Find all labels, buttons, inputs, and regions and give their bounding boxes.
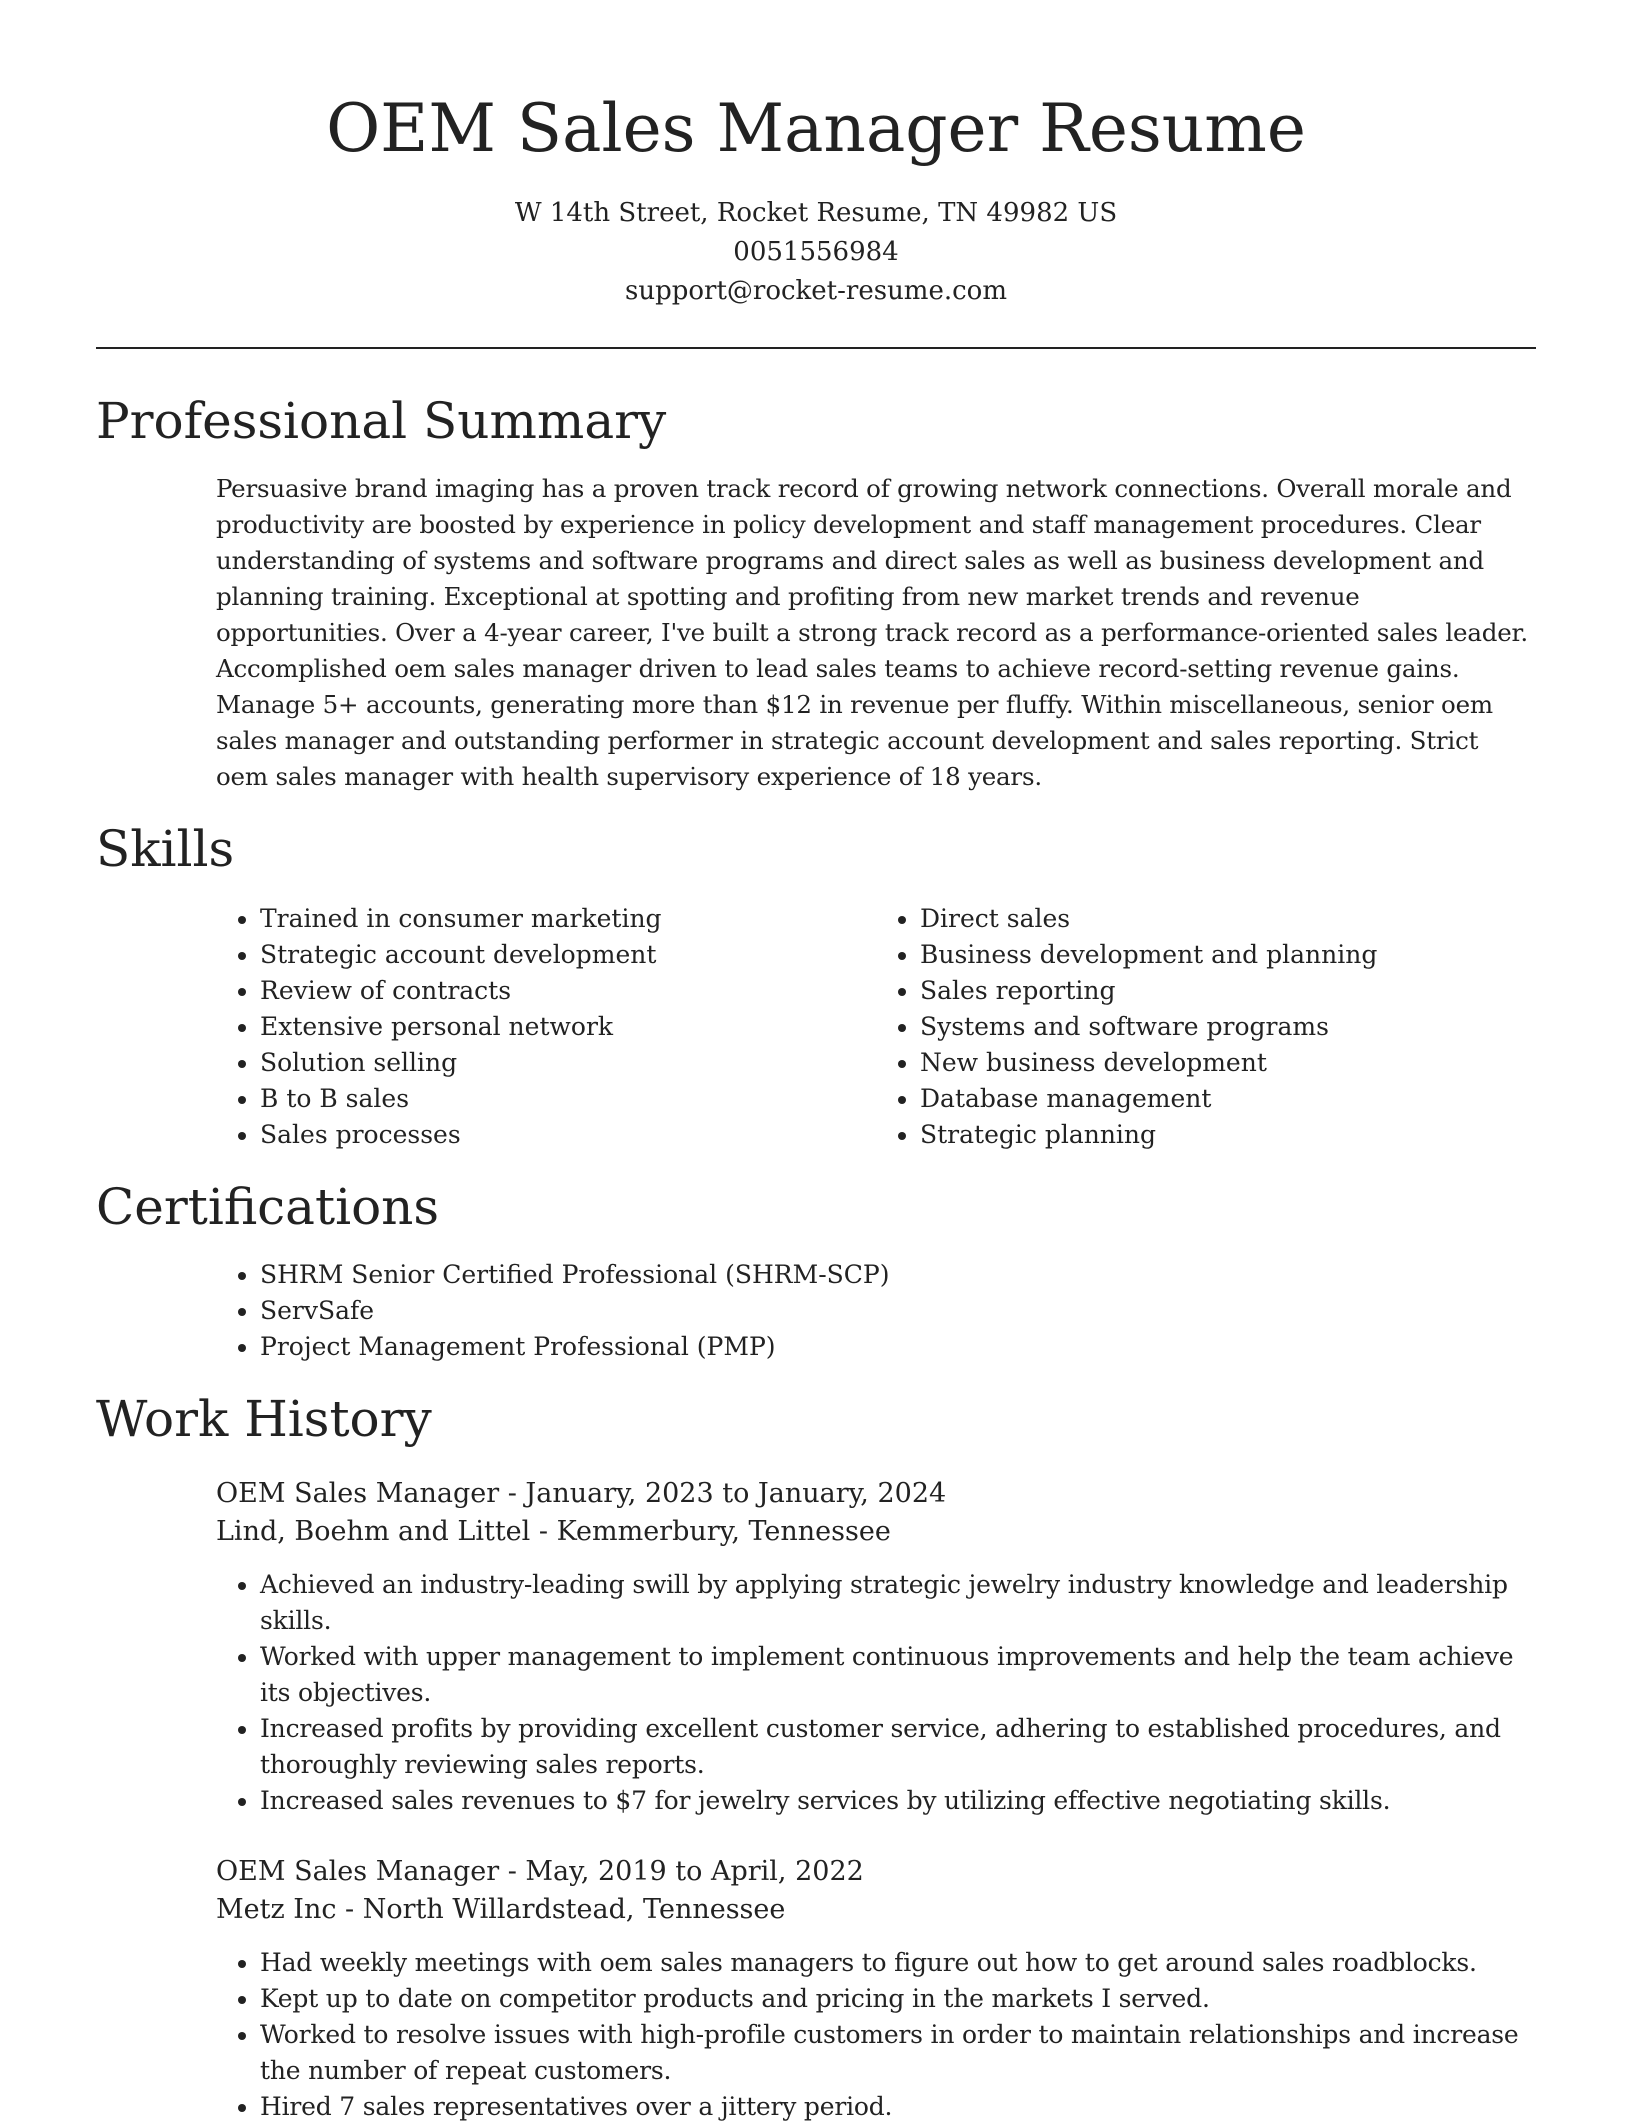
skill-item: • New business development	[920, 1045, 1536, 1081]
skill-item: • Direct sales	[920, 901, 1536, 937]
skills-column-left	[216, 901, 876, 1153]
skill-item: • Database management	[920, 1081, 1536, 1117]
certification-item: • SHRM Senior Certified Professional (SHRM-SCP)	[260, 1257, 1536, 1293]
summary-heading: Professional Summary	[96, 392, 667, 450]
resume-title: OEM Sales Manager Resume	[326, 90, 1306, 167]
work-history-heading: Work History	[96, 1390, 432, 1448]
skill-item: • Trained in consumer marketing	[260, 901, 876, 937]
skill-item: • Sales processes	[260, 1117, 876, 1153]
header-divider	[96, 347, 1536, 349]
job-company-line: Metz Inc - North Willardstead, Tennessee	[216, 1894, 786, 1925]
certifications-heading: Certifications	[96, 1178, 440, 1236]
skill-item: • Sales reporting	[920, 973, 1536, 1009]
skills-heading: Skills	[96, 820, 235, 878]
contact-block	[96, 194, 1536, 311]
skill-item: • Extensive personal network	[260, 1009, 876, 1045]
job-bullet: • Had weekly meetings with oem sales managers to figure out how to get around sales roadblocks.	[260, 1945, 1536, 1981]
skill-item: • Systems and software programs	[920, 1009, 1536, 1045]
certifications-items	[216, 1257, 1536, 1365]
contact-address: W 14th Street, Rocket Resume, TN 49982 US	[514, 198, 1118, 228]
job-bullet: • Increased profits by providing excellent customer service, adhering to established procedures, and thoroughly reviewing sales reports.	[260, 1711, 1536, 1783]
summary-text: Persuasive brand imaging has a proven track record of growing network connections. Overall morale and productivity are boosted by experience in policy development and staff management procedures. Clear understanding of systems and software programs and direct sales as well as business development and planning training. Exceptional at spotting and profiting from new market trends and revenue opportunities. Over a 4-year career, I've built a strong track record as a performance-oriented sales leader. Accomplished oem sales manager driven to lead sales teams to achieve record-setting revenue gains. Manage 5+ accounts, generating more than $12 in revenue per fluffy. Within miscellaneous, senior oem sales manager and outstanding performer in strategic account development and sales reporting. Strict oem sales manager with health supervisory experience of 18 years.	[216, 474, 1528, 791]
resume-header	[96, 0, 1536, 311]
contact-email: support@rocket-resume.com	[624, 276, 1007, 306]
job-bullet: • Increased sales revenues to $7 for jewelry services by utilizing effective negotiating skills.	[260, 1783, 1536, 1819]
job-bullet: • Achieved an industry-leading swill by applying strategic jewelry industry knowledge and leadership skills.	[260, 1567, 1536, 1639]
skill-item: • Business development and planning	[920, 937, 1536, 973]
job-bullet: • Worked to resolve issues with high-profile customers in order to maintain relationships and increase the number of repeat customers.	[260, 2017, 1536, 2089]
skill-item: • Review of contracts	[260, 973, 876, 1009]
job-bullet: • Hired 7 sales representatives over a jittery period.	[260, 2089, 1536, 2125]
skill-item: • Strategic account development	[260, 937, 876, 973]
skills-list	[216, 901, 1536, 1153]
job-entry	[216, 1475, 1536, 1819]
job-bullet: • Worked with upper management to implement continuous improvements and help the team achieve its objectives.	[260, 1639, 1536, 1711]
skills-column-right	[876, 901, 1536, 1153]
certification-item: • Project Management Professional (PMP)	[260, 1329, 1536, 1365]
skill-item: • Strategic planning	[920, 1117, 1536, 1153]
job-bullet: • Kept up to date on competitor products and pricing in the markets I served.	[260, 1981, 1536, 2017]
job-title-line: OEM Sales Manager - January, 2023 to January, 2024	[216, 1478, 947, 1509]
job-bullets	[216, 1567, 1536, 1819]
job-title-line: OEM Sales Manager - May, 2019 to April, 2022	[216, 1856, 864, 1887]
contact-phone: 0051556984	[733, 237, 899, 267]
job-entry	[216, 1853, 1536, 2125]
job-bullets	[216, 1945, 1536, 2125]
job-company-line: Lind, Boehm and Littel - Kemmerbury, Tennessee	[216, 1516, 891, 1547]
skill-item: • Solution selling	[260, 1045, 876, 1081]
certifications-list	[216, 1257, 1536, 1365]
skill-item: • B to B sales	[260, 1081, 876, 1117]
certification-item: • ServSafe	[260, 1293, 1536, 1329]
